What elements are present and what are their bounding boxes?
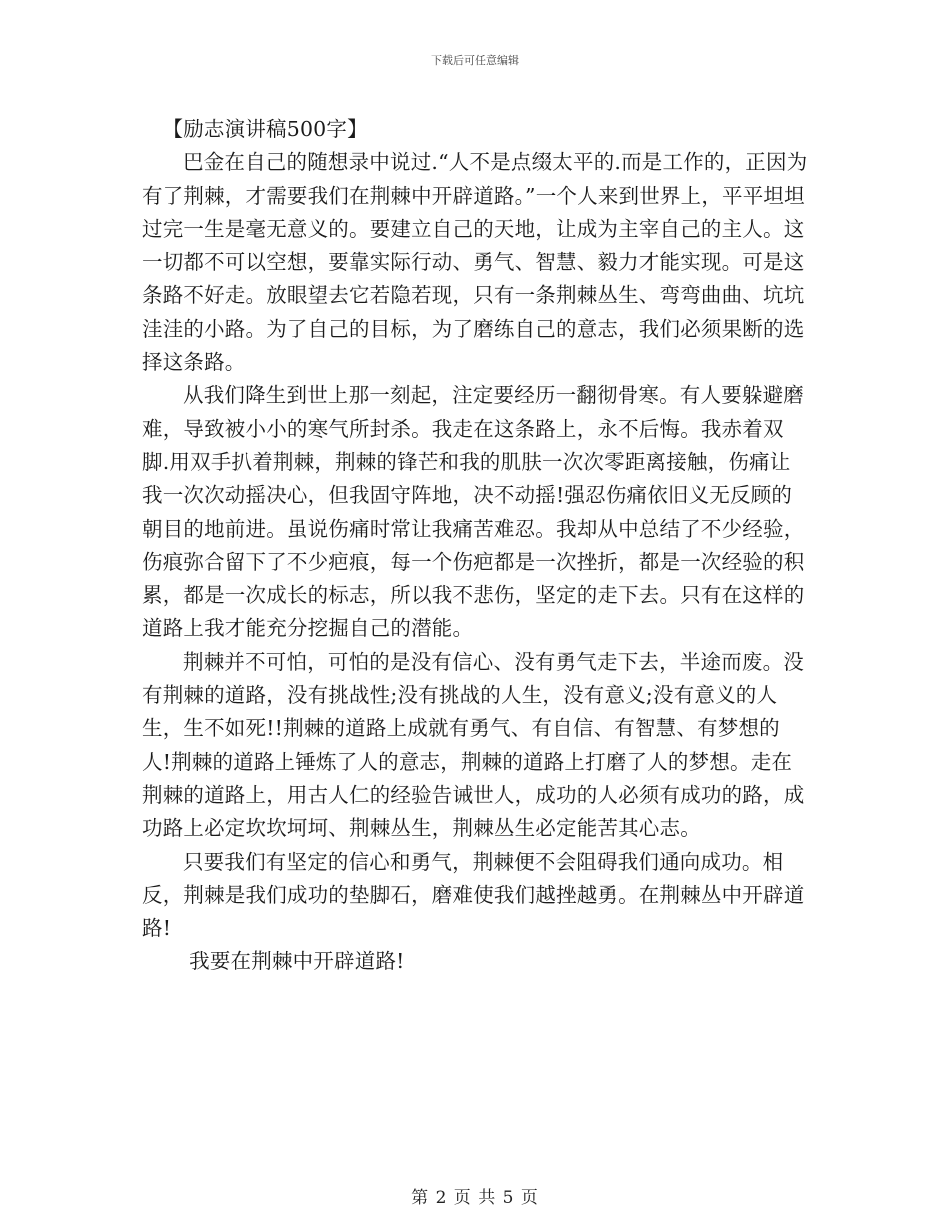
paragraph-4: 只要我们有坚定的信心和勇气，荆棘便不会阻碍我们通向成功。相反，荆棘是我们成功的垫脚石，磨难使我们越挫越勇。在荆棘丛中开辟道路! <box>142 849 805 941</box>
document-body <box>142 113 808 979</box>
page-number-footer: 第 2 页 共 5 页 <box>411 1188 539 1208</box>
page-header: 下载后可任意编辑 <box>431 54 519 67</box>
document-title: 【励志演讲稿500字】 <box>162 117 368 141</box>
paragraph-3: 荆棘并不可怕，可怕的是没有信心、没有勇气走下去，半途而废。没有荆棘的道路，没有挑战性;没有挑战的人生，没有意义;没有意义的人生，生不如死!!荆棘的道路上成就有勇气、有自信、有智慧、有梦想的人!荆棘的道路上锤炼了人的意志，荆棘的道路上打磨了人的梦想。走在荆棘的道路上，用古人仁的经验告诫世人，成功的人必须有成功的路，成功路上必定坎坎坷坷、荆棘丛生，荆棘丛生必定能苦其心志。 <box>142 649 805 841</box>
closing-line: 我要在荆棘中开辟道路! <box>189 949 405 974</box>
paragraph-1: 巴金在自己的随想录中说过.“人不是点缀太平的.而是工作的，正因为有了荆棘，才需要我们在荆棘中开辟道路。”一个人来到世界上，平平坦坦过完一生是毫无意义的。要建立自己的天地，让成为主宰自己的主人。这一切都不可以空想，要靠实际行动、勇气、智慧、毅力才能实现。可是这条路不好走。放眼望去它若隐若现，只有一条荆棘丛生、弯弯曲曲、坑坑洼洼的小路。为了自己的目标，为了磨练自己的意志，我们必须果断的选择这条路。 <box>142 150 808 375</box>
paragraph-2: 从我们降生到世上那一刻起，注定要经历一翻彻骨寒。有人要躲避磨难，导致被小小的寒气所封杀。我走在这条路上，永不后悔。我赤着双脚.用双手扒着荆棘，荆棘的锋芒和我的肌肤一次次零距离接触，伤痛让我一次次动摇决心，但我固守阵地，决不动摇!强忍伤痛依旧义无反顾的朝目的地前进。虽说伤痛时常让我痛苦难忍。我却从中总结了不少经验，伤痕弥合留下了不少疤痕，每一个伤疤都是一次挫折，都是一次经验的积累，都是一次成长的标志，所以我不悲伤，坚定的走下去。只有在这样的道路上我才能充分挖掘自己的潜能。 <box>142 383 805 641</box>
